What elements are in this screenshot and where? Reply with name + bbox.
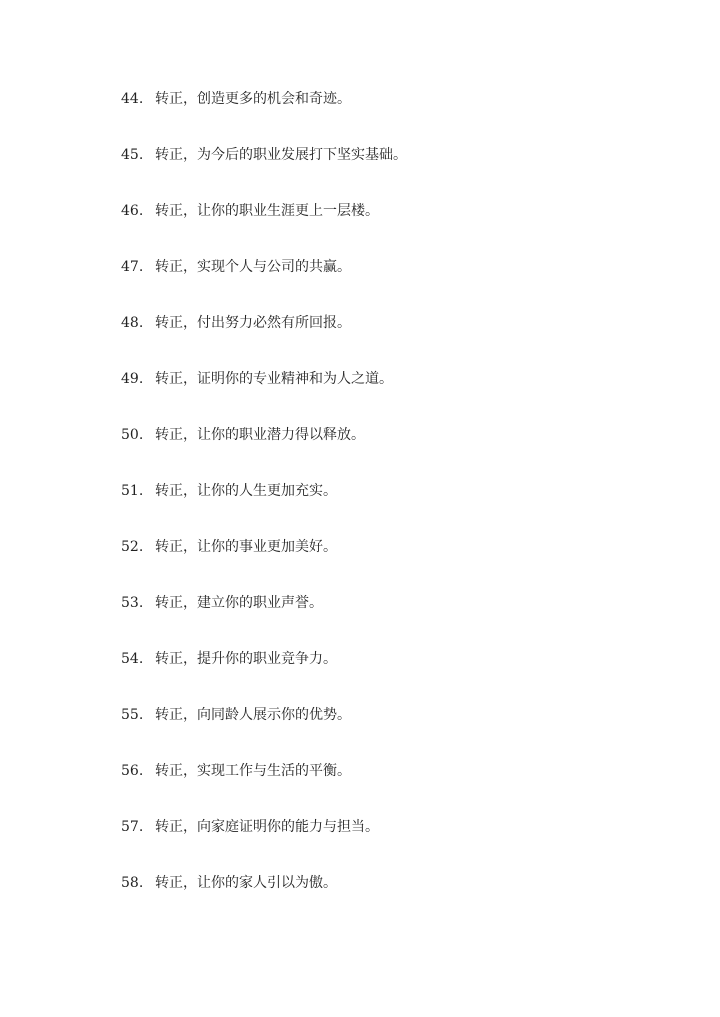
item-number: 52. bbox=[121, 539, 144, 555]
item-text: 转正，提升你的职业竞争力。 bbox=[155, 651, 337, 667]
list-item bbox=[121, 758, 407, 814]
list-item bbox=[121, 254, 407, 310]
item-number: 49. bbox=[121, 371, 144, 387]
item-text: 转正，让你的事业更加美好。 bbox=[155, 539, 337, 555]
item-text: 转正，让你的职业潜力得以释放。 bbox=[155, 427, 365, 443]
list-item bbox=[121, 198, 407, 254]
item-number: 45. bbox=[121, 147, 144, 163]
list-item bbox=[121, 702, 407, 758]
list-item bbox=[121, 646, 407, 702]
item-number: 47. bbox=[121, 259, 144, 275]
item-text: 转正，让你的人生更加充实。 bbox=[155, 483, 337, 499]
item-number: 53. bbox=[121, 595, 144, 611]
item-text: 转正，向同龄人展示你的优势。 bbox=[155, 707, 351, 723]
item-text: 转正，让你的职业生涯更上一层楼。 bbox=[155, 203, 379, 219]
item-text: 转正，为今后的职业发展打下坚实基础。 bbox=[155, 147, 407, 163]
item-text: 转正，创造更多的机会和奇迹。 bbox=[155, 91, 351, 107]
item-text: 转正，向家庭证明你的能力与担当。 bbox=[155, 819, 379, 835]
list-item bbox=[121, 814, 407, 870]
list-item bbox=[121, 366, 407, 422]
item-number: 56. bbox=[121, 763, 144, 779]
list-item bbox=[121, 478, 407, 534]
list-item bbox=[121, 870, 407, 926]
item-number: 57. bbox=[121, 819, 144, 835]
list-item bbox=[121, 422, 407, 478]
item-text: 转正，让你的家人引以为傲。 bbox=[155, 875, 337, 891]
item-text: 转正，实现个人与公司的共赢。 bbox=[155, 259, 351, 275]
item-number: 51. bbox=[121, 483, 144, 499]
item-number: 58. bbox=[121, 875, 144, 891]
item-number: 55. bbox=[121, 707, 144, 723]
item-number: 46. bbox=[121, 203, 144, 219]
list-item bbox=[121, 534, 407, 590]
list-item bbox=[121, 86, 407, 142]
item-number: 50. bbox=[121, 427, 144, 443]
item-number: 48. bbox=[121, 315, 144, 331]
item-text: 转正，建立你的职业声誉。 bbox=[155, 595, 323, 611]
item-number: 54. bbox=[121, 651, 144, 667]
list-item bbox=[121, 590, 407, 646]
item-number: 44. bbox=[121, 91, 144, 107]
item-text: 转正，实现工作与生活的平衡。 bbox=[155, 763, 351, 779]
list-item bbox=[121, 142, 407, 198]
numbered-list bbox=[121, 86, 407, 926]
item-text: 转正，证明你的专业精神和为人之道。 bbox=[155, 371, 393, 387]
list-item bbox=[121, 310, 407, 366]
item-text: 转正，付出努力必然有所回报。 bbox=[155, 315, 351, 331]
